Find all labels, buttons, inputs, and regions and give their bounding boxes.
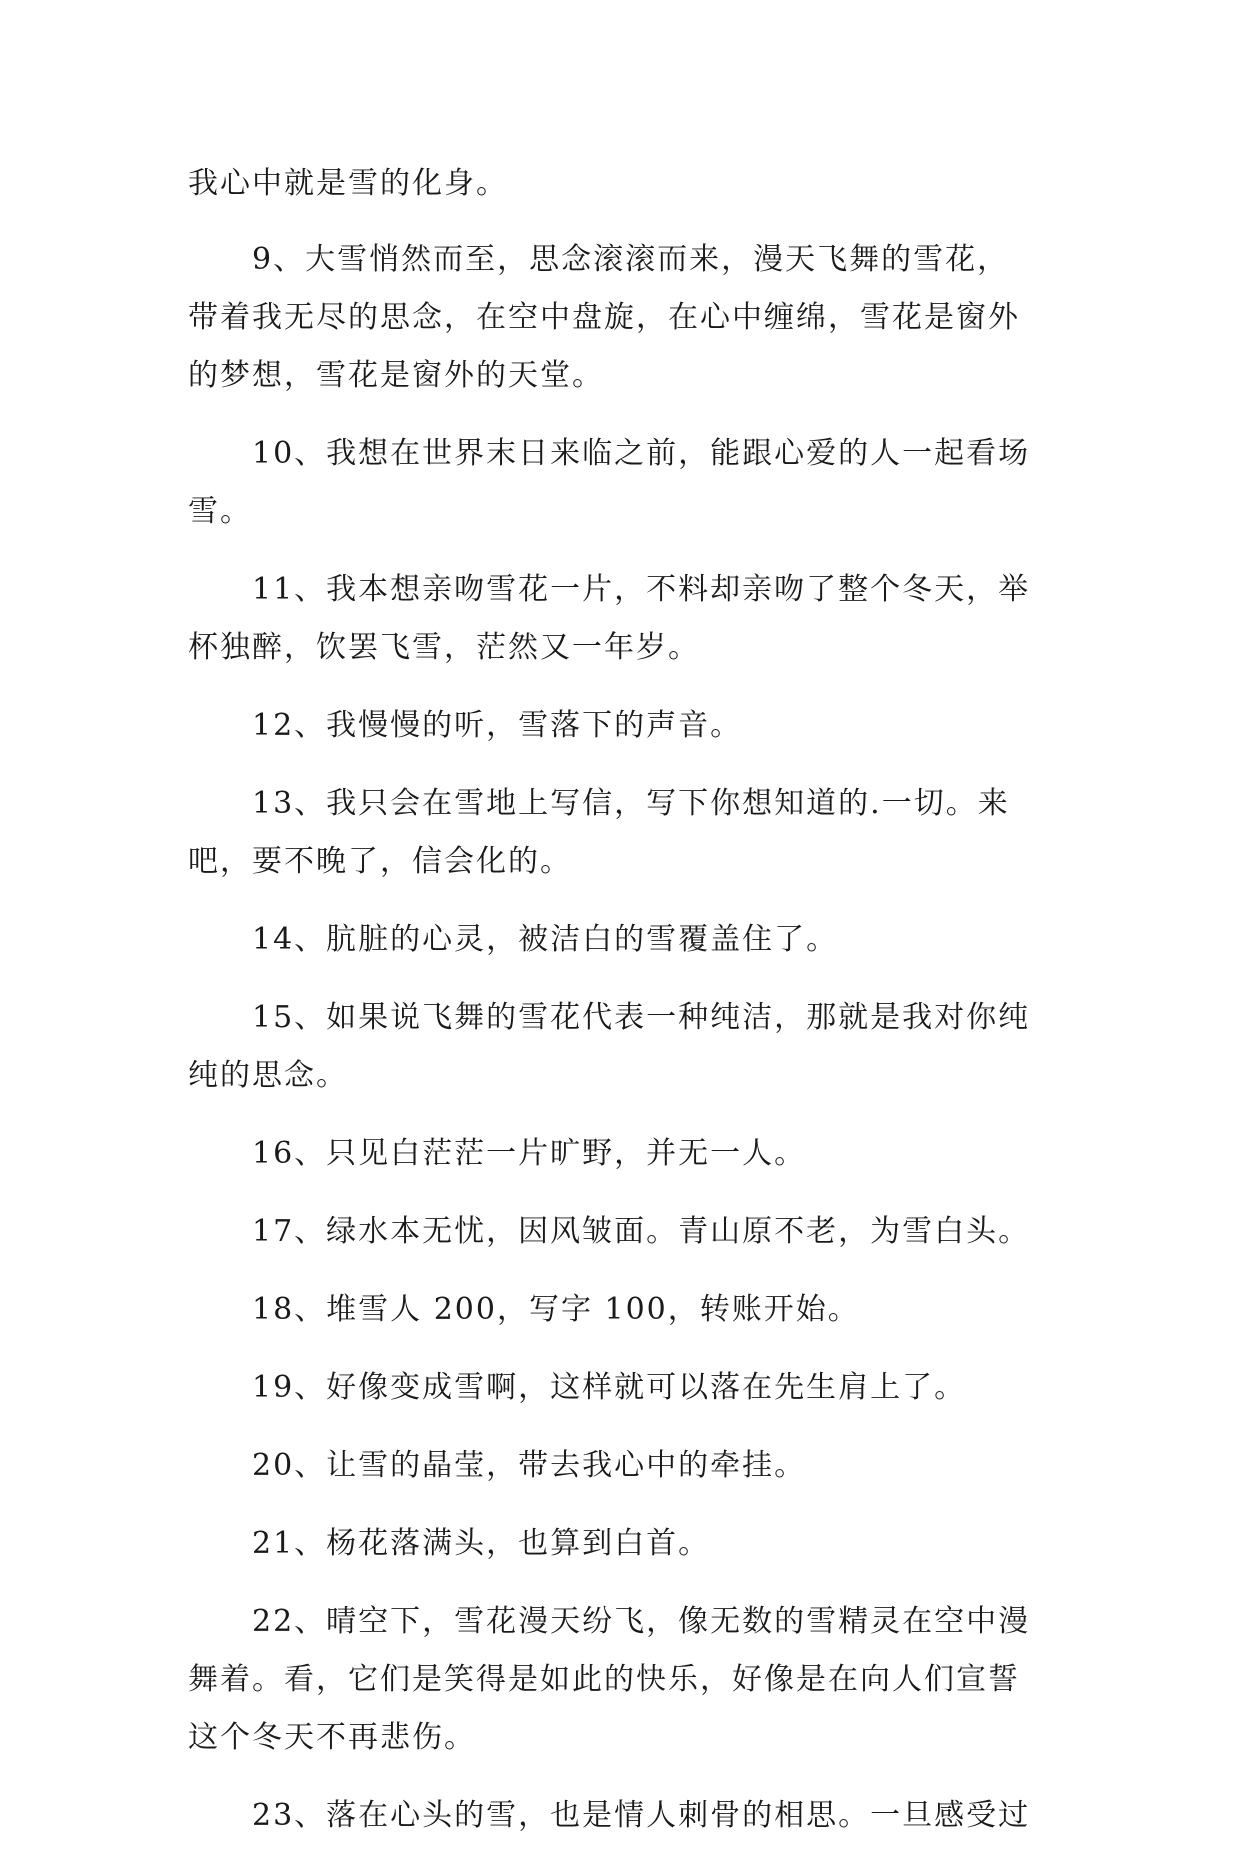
paragraph-text: 10、我想在世界末日来临之前，能跟心爱的人一起看场 雪。 xyxy=(188,436,1031,529)
paragraph-item-18 xyxy=(188,1281,1048,1339)
paragraph-item-9 xyxy=(188,231,1048,405)
paragraph-text: 11、我本想亲吻雪花一片，不料却亲吻了整个冬天，举 杯独醉，饮罢飞雪，茫然又一年岁。 xyxy=(188,572,1031,665)
paragraph-text: 17、绿水本无忧，因风皱面。青山原不老，为雪白头。 xyxy=(252,1214,1031,1249)
paragraph-item-13 xyxy=(188,775,1048,891)
paragraph-text: 9、大雪悄然而至，思念滚滚而来，漫天飞舞的雪花， 带着我无尽的思念，在空中盘旋，在心中缠绵，雪花是窗外 的梦想，雪花是窗外的天堂。 xyxy=(188,242,1020,393)
paragraph-item-12 xyxy=(188,697,1048,755)
paragraph-text: 16、只见白茫茫一片旷野，并无一人。 xyxy=(252,1136,807,1171)
paragraph-text: 21、杨花落满头，也算到白首。 xyxy=(252,1526,711,1561)
paragraph-item-17 xyxy=(188,1203,1048,1261)
paragraph-item-20 xyxy=(188,1437,1048,1495)
paragraph-item-11 xyxy=(188,561,1048,677)
paragraph-text: 13、我只会在雪地上写信，写下你想知道的.一切。来 吧，要不晚了，信会化的。 xyxy=(188,786,1010,879)
paragraph-text: 22、晴空下，雪花漫天纷飞，像无数的雪精灵在空中漫 舞着。看，它们是笑得是如此的快乐，好像是在向人们宣誓 这个冬天不再悲伤。 xyxy=(188,1604,1031,1755)
paragraph-item-23 xyxy=(188,1787,1048,1845)
document-body xyxy=(188,155,1048,1865)
paragraph-item-22 xyxy=(188,1593,1048,1767)
paragraph-item-16 xyxy=(188,1125,1048,1183)
paragraph-text: 20、让雪的晶莹，带去我心中的牵挂。 xyxy=(252,1448,807,1483)
paragraph-text: 15、如果说飞舞的雪花代表一种纯洁，那就是我对你纯 纯的思念。 xyxy=(188,1000,1031,1093)
paragraph-item-15 xyxy=(188,989,1048,1105)
paragraph-text: 19、好像变成雪啊，这样就可以落在先生肩上了。 xyxy=(252,1370,967,1405)
paragraph-text: 18、堆雪人 200，写字 100，转账开始。 xyxy=(252,1292,860,1327)
paragraph-item-21 xyxy=(188,1515,1048,1573)
paragraph-item-14 xyxy=(188,911,1048,969)
paragraph-text: 14、肮脏的心灵，被洁白的雪覆盖住了。 xyxy=(252,922,839,957)
paragraph-item-19 xyxy=(188,1359,1048,1417)
paragraph-text: 12、我慢慢的听，雪落下的声音。 xyxy=(252,708,743,743)
paragraph-text: 23、落在心头的雪，也是情人刺骨的相思。一旦感受过 xyxy=(252,1798,1031,1833)
paragraph-continuation: 我心中就是雪的化身。 xyxy=(188,166,508,201)
paragraph-item-10 xyxy=(188,425,1048,541)
